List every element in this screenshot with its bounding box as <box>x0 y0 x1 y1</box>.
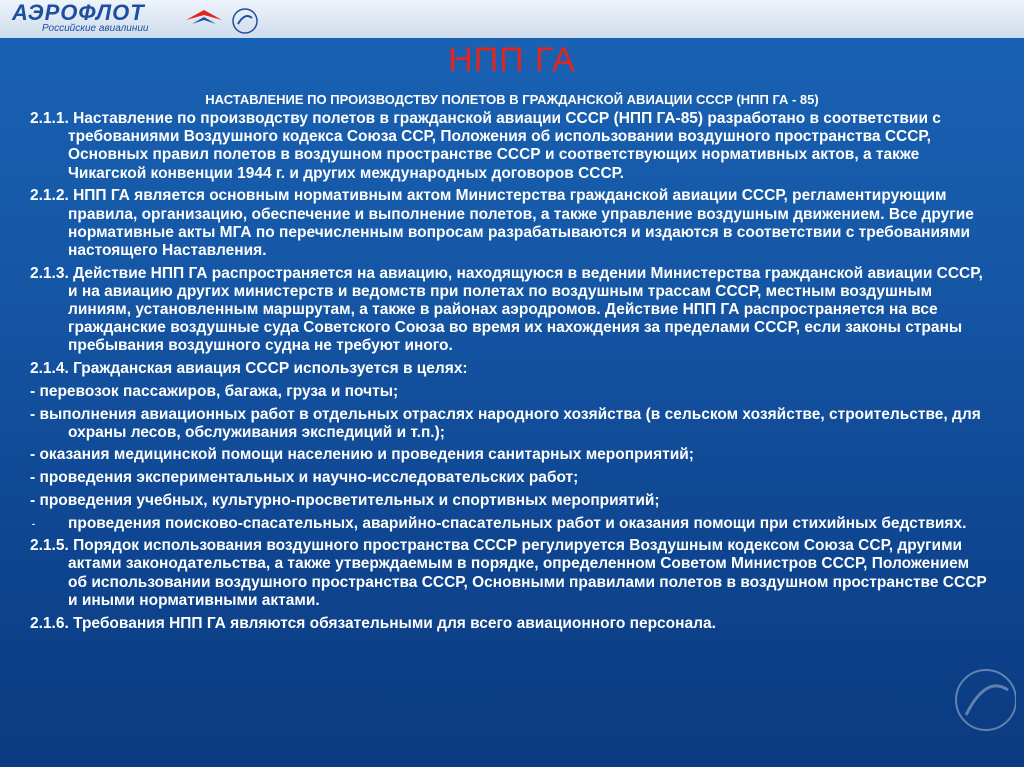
paragraph-2-1-5: 2.1.5. Порядок использования воздушного пространства СССР регулируется Воздушным кодексом Союза ССР, другими актами законодательства, а также утверждаемым в порядке, определенном Советом Министров СССР, Положением об использовании воздушного пространства СССР, Основными правилами полетов в воздушном пространстве СССР и иными нормативными актами. <box>30 537 987 609</box>
page-title: НПП ГА <box>448 41 576 79</box>
aeroflot-logo <box>12 2 252 36</box>
paragraph-2-1-4: 2.1.4. Гражданская авиация СССР используется в целях: <box>30 360 468 378</box>
bullet-marker: - <box>32 518 35 529</box>
paragraph-2-1-6: 2.1.6. Требования НПП ГА являются обязательными для всего авиационного персонала. <box>30 614 716 632</box>
list-item: - проведения экспериментальных и научно-исследовательских работ; <box>30 469 579 487</box>
list-item: - перевозок пассажиров, багажа, груза и почты; <box>30 382 399 400</box>
list-item: - выполнения авиационных работ в отдельных отраслях народного хозяйства (в сельском хозяйстве, строительстве, для охраны лесов, обслуживания экспедиций и т.п.); <box>30 405 981 441</box>
logo-subtitle: Российские авиалинии <box>42 23 149 34</box>
list-item: - оказания медицинской помощи населению и проведения санитарных мероприятий; <box>30 446 694 464</box>
document-body <box>30 110 990 637</box>
list-item-text: проведения поисково-спасательных, аварийно-спасательных работ и оказания помощи при стихийных бедствиях. <box>68 514 967 532</box>
logo-text: АЭРОФЛОТ <box>12 0 145 25</box>
wings-icon <box>184 6 224 32</box>
list-item: - проведения учебных, культурно-просветительных и спортивных мероприятий; <box>30 491 660 509</box>
paragraph-2-1-1: 2.1.1. Наставление по производству полетов в гражданской авиации СССР (НПП ГА-85) разработано в соответствии с требованиями Воздушного кодекса Союза ССР, Положения об использовании воздушного пространства СССР, Основных правил полетов в воздушном пространстве СССР и соответствующих нормативных актов, а также Чикагской конвенции 1944 г. и других международных договоров СССР. <box>30 110 941 182</box>
page-subtitle: НАСТАВЛЕНИЕ ПО ПРОИЗВОДСТВУ ПОЛЕТОВ В ГРАЖДАНСКОЙ АВИАЦИИ СССР (НПП ГА - 85) <box>205 92 819 107</box>
paragraph-2-1-3: 2.1.3. Действие НПП ГА распространяется на авиацию, находящуюся в ведении Министерства гражданской авиации СССР, и на авиацию других министерств и ведомств при полетах по воздушным трассам СССР, местным воздушным линиям, установленным маршрутам, а также в районах аэродромов. Действие НПП ГА распространяется на все гражданские воздушные суда Советского Союза во время их нахождения за пределами СССР, если законы страны пребывания воздушного судна не требуют иного. <box>30 264 983 355</box>
list-item <box>30 515 990 533</box>
skyteam-watermark-icon <box>946 655 1016 745</box>
paragraph-2-1-2: 2.1.2. НПП ГА является основным нормативным актом Министерства гражданской авиации СССР, регламентирующим правила, организацию, обеспечение и выполнение полетов, а также управление воздушным движением. Все другие нормативные акты МГА по перечисленным вопросам разрабатываются и издаются в соответствии с требованиями настоящего Наставления. <box>30 187 974 259</box>
top-banner <box>0 0 1024 38</box>
skyteam-emblem-icon <box>230 6 260 36</box>
